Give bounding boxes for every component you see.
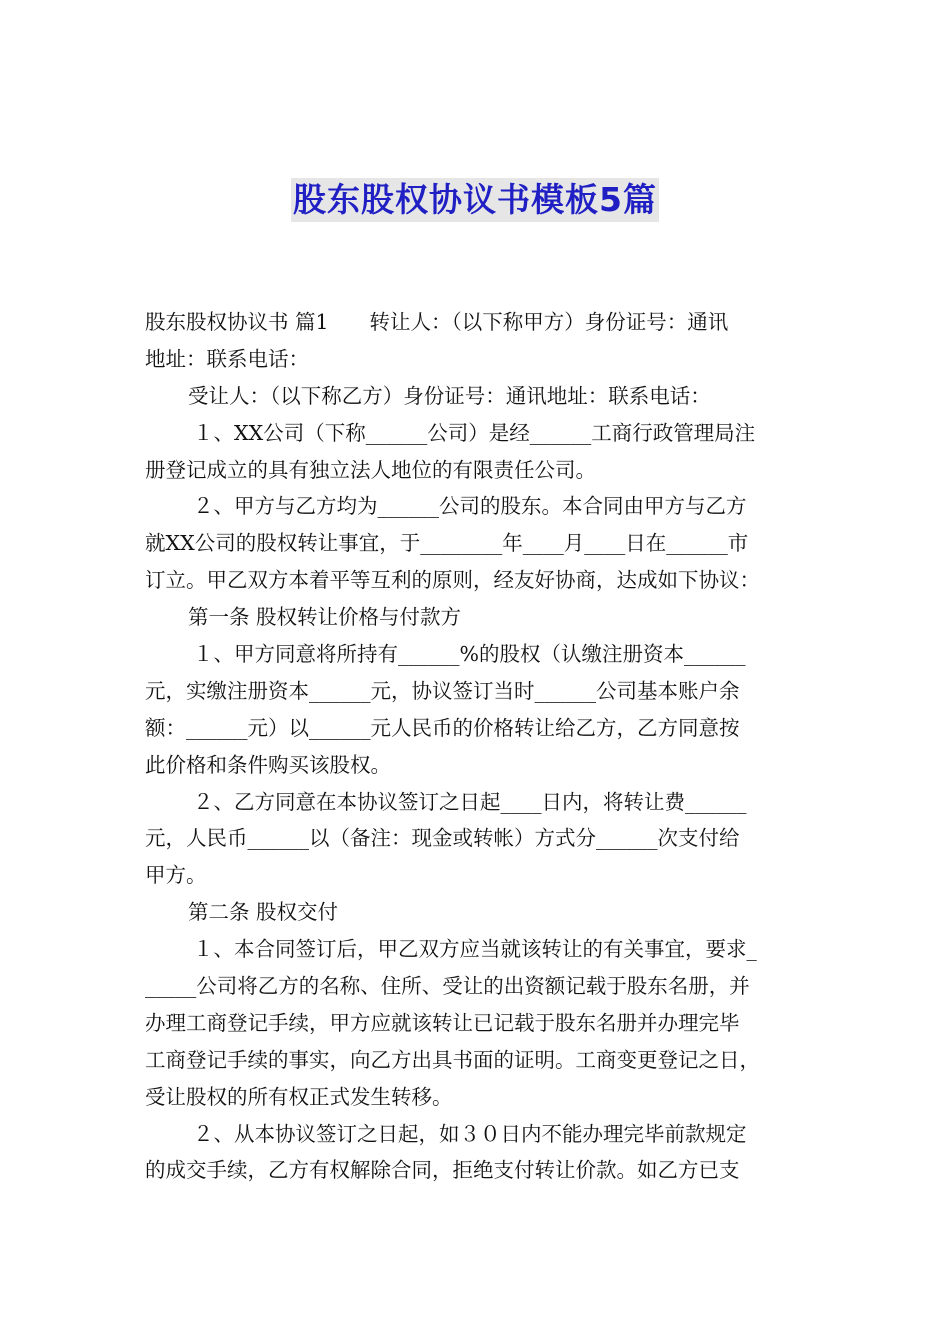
text-line: 此价格和条件购买该股权。: [145, 752, 391, 777]
text-line: １、XX公司（下称______公司）是经______工商行政管理局注: [193, 420, 756, 445]
text-line: 的成交手续，乙方有权解除合同，拒绝支付转让价款。如乙方已支: [145, 1158, 740, 1183]
text-line: _____公司将乙方的名称、住所、受让的出资额记载于股东名册，并: [145, 974, 750, 999]
document-body: [145, 304, 810, 1189]
text-line: 就XX公司的股权转让事宜，于________年____月____日在______市: [145, 531, 749, 556]
text-line: 办理工商登记手续，甲方应就该转让已记载于股东名册并办理完毕: [145, 1010, 740, 1035]
text-line: 工商登记手续的事实，向乙方出具书面的证明。工商变更登记之日，: [145, 1047, 760, 1072]
text-line: １、甲方同意将所持有______%的股权（认缴注册资本______: [193, 642, 746, 667]
title-container: [0, 178, 950, 222]
text-line: 额：______元）以______元人民币的价格转让给乙方，乙方同意按: [145, 715, 740, 740]
text-line: 地址：联系电话：: [145, 346, 309, 371]
text-line: 册登记成立的具有独立法人地位的有限责任公司。: [145, 457, 596, 482]
text-line: 股东股权协议书 篇1 转让人：（以下称甲方）身份证号：通讯: [145, 310, 729, 334]
text-line: 受让人：（以下称乙方）身份证号：通讯地址：联系电话：: [188, 383, 711, 408]
text-line: 第二条 股权交付: [188, 900, 339, 925]
text-line: 甲方。: [145, 863, 207, 888]
text-line: 受让股权的所有权正式发生转移。: [145, 1084, 453, 1109]
text-line: 订立。甲乙双方本着平等互利的原则，经友好协商，达成如下协议：: [145, 568, 760, 593]
text-line: １、本合同签订后，甲乙双方应当就该转让的有关事宜，要求_: [193, 937, 757, 962]
text-line: ２、甲方与乙方均为______公司的股东。本合同由甲方与乙方: [193, 494, 747, 519]
text-line: ２、从本协议签订之日起，如３０日内不能办理完毕前款规定: [193, 1121, 747, 1146]
page-title: 股东股权协议书模板5篇: [291, 178, 659, 222]
text-line: ２、乙方同意在本协议签订之日起____日内，将转让费______: [193, 789, 747, 814]
text-line: 第一条 股权转让价格与付款方: [188, 605, 462, 630]
text-line: 元，实缴注册资本______元，协议签订当时______公司基本账户余: [145, 678, 740, 703]
text-line: 元，人民币______以（备注：现金或转帐）方式分______次支付给: [145, 826, 740, 851]
